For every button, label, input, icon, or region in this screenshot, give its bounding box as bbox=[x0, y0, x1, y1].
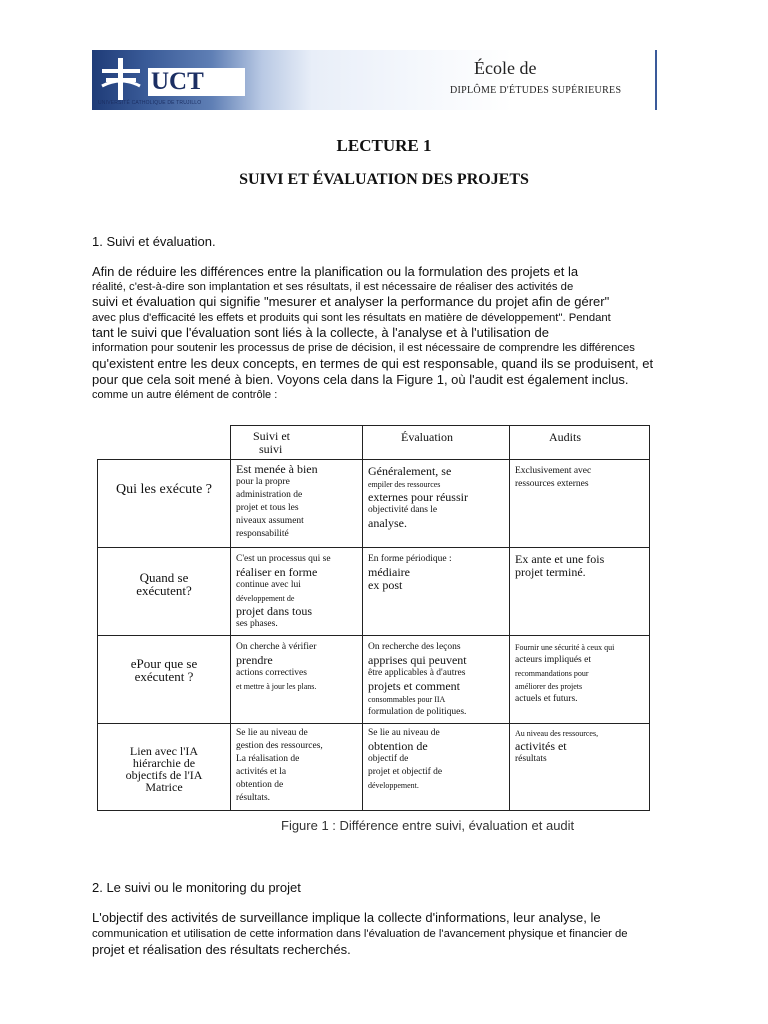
section1-heading: 1. Suivi et évaluation. bbox=[92, 234, 216, 249]
column-header-suivi: Suivi et suivi bbox=[253, 429, 291, 456]
lecture-title: LECTURE 1 bbox=[336, 136, 432, 155]
section1-line: Afin de réduire les différences entre la planification ou la formulation des projets et la bbox=[92, 264, 579, 279]
section1-line: comme un autre élément de contrôle : bbox=[92, 389, 278, 401]
table-cell: Généralement, se empiler des ressources externes pour réussir objectivité dans le analyse. bbox=[368, 464, 468, 530]
section1-line: qu'existent entre les deux concepts, en termes de qui est responsable, quand ils se produisent, et bbox=[92, 356, 654, 371]
section1-line: réalité, c'est-à-dire son implantation et ses résultats, il est nécessaire de réaliser des activités de bbox=[92, 281, 574, 293]
table-cell: Se lie au niveau de obtention de objectif de projet et objectif de développement. bbox=[368, 728, 443, 790]
column-header-audits: Audits bbox=[549, 430, 582, 444]
diploma-title: DIPLÔME D'ÉTUDES SUPÉRIEURES bbox=[450, 85, 622, 96]
section2-line: projet et réalisation des résultats recherchés. bbox=[92, 942, 351, 957]
table-cell: Au niveau des ressources, activités et résultats bbox=[515, 729, 599, 764]
table-cell: Exclusivement avec ressources externes bbox=[515, 466, 592, 489]
section2-line: communication et utilisation de cette information dans l'évaluation de l'avancement physique et financier de bbox=[92, 928, 628, 940]
logo-caption: UNIVERSITÉ CATHOLIQUE DE TRUJILLO bbox=[98, 100, 202, 106]
document-subtitle: SUIVI ET ÉVALUATION DES PROJETS bbox=[239, 171, 529, 188]
column-header-evaluation: Évaluation bbox=[401, 430, 453, 444]
section1-line: information pour soutenir les processus de prise de décision, il est nécessaire de comprendre les différences bbox=[92, 342, 635, 354]
cross-logo-icon bbox=[96, 56, 146, 102]
table-cell: On recherche des leçons apprises qui peuvent être applicables à d'autres projets et comment consommables pour IIA formulation de politiques. bbox=[368, 642, 467, 717]
section1-line: tant le suivi que l'évaluation sont liés à la collecte, à l'analyse et à l'utilisation de bbox=[92, 325, 549, 340]
table-cell: Fournir une sécurité à ceux qui acteurs impliqués et recommandations pour améliorer des projets actuels et futurs. bbox=[515, 643, 615, 704]
table-cell: On cherche à vérifier prendre actions correctives et mettre à jour les plans. bbox=[236, 642, 317, 691]
school-name: École de bbox=[474, 58, 537, 78]
row-label: Quand se exécutent? bbox=[136, 570, 192, 598]
section2-line: L'objectif des activités de surveillance implique la collecte d'informations, leur analyse, le bbox=[92, 910, 601, 925]
section1-line: pour que cela soit mené à bien. Voyons cela dans la Figure 1, où l'audit est également inclus. bbox=[92, 372, 629, 387]
row-label: Qui les exécute ? bbox=[115, 482, 212, 497]
table-cell: Ex ante et une fois projet terminé. bbox=[515, 552, 605, 579]
table-cell: En forme périodique : médiaire ex post bbox=[368, 554, 452, 592]
section2-heading: 2. Le suivi ou le monitoring du projet bbox=[92, 880, 301, 895]
row-label: ePour que se exécutent ? bbox=[130, 656, 198, 684]
section1-line: suivi et évaluation qui signifie "mesurer et analyser la performance du projet afin de gérer" bbox=[92, 294, 610, 309]
figure-caption: Figure 1 : Différence entre suivi, évaluation et audit bbox=[281, 818, 575, 833]
table-cell: C'est un processus qui se réaliser en forme continue avec lui développement de projet dans tous ses phases. bbox=[236, 554, 331, 629]
table-header-cell bbox=[230, 425, 363, 460]
table-cell: Est menée à bien pour la propre administration de projet et tous les niveaux assument responsabilité bbox=[236, 462, 318, 539]
table-cell: Se lie au niveau de gestion des ressources, La réalisation de activités et la obtention de résultats. bbox=[236, 728, 323, 803]
row-label: Lien avec l'IA hiérarchie de objectifs de l'IA Matrice bbox=[125, 744, 203, 794]
logo-text: UCT bbox=[148, 68, 245, 96]
comparison-table bbox=[97, 425, 650, 811]
section1-line: avec plus d'efficacité les effets et produits qui sont les résultats en matière de développement". Pendant bbox=[92, 312, 611, 324]
